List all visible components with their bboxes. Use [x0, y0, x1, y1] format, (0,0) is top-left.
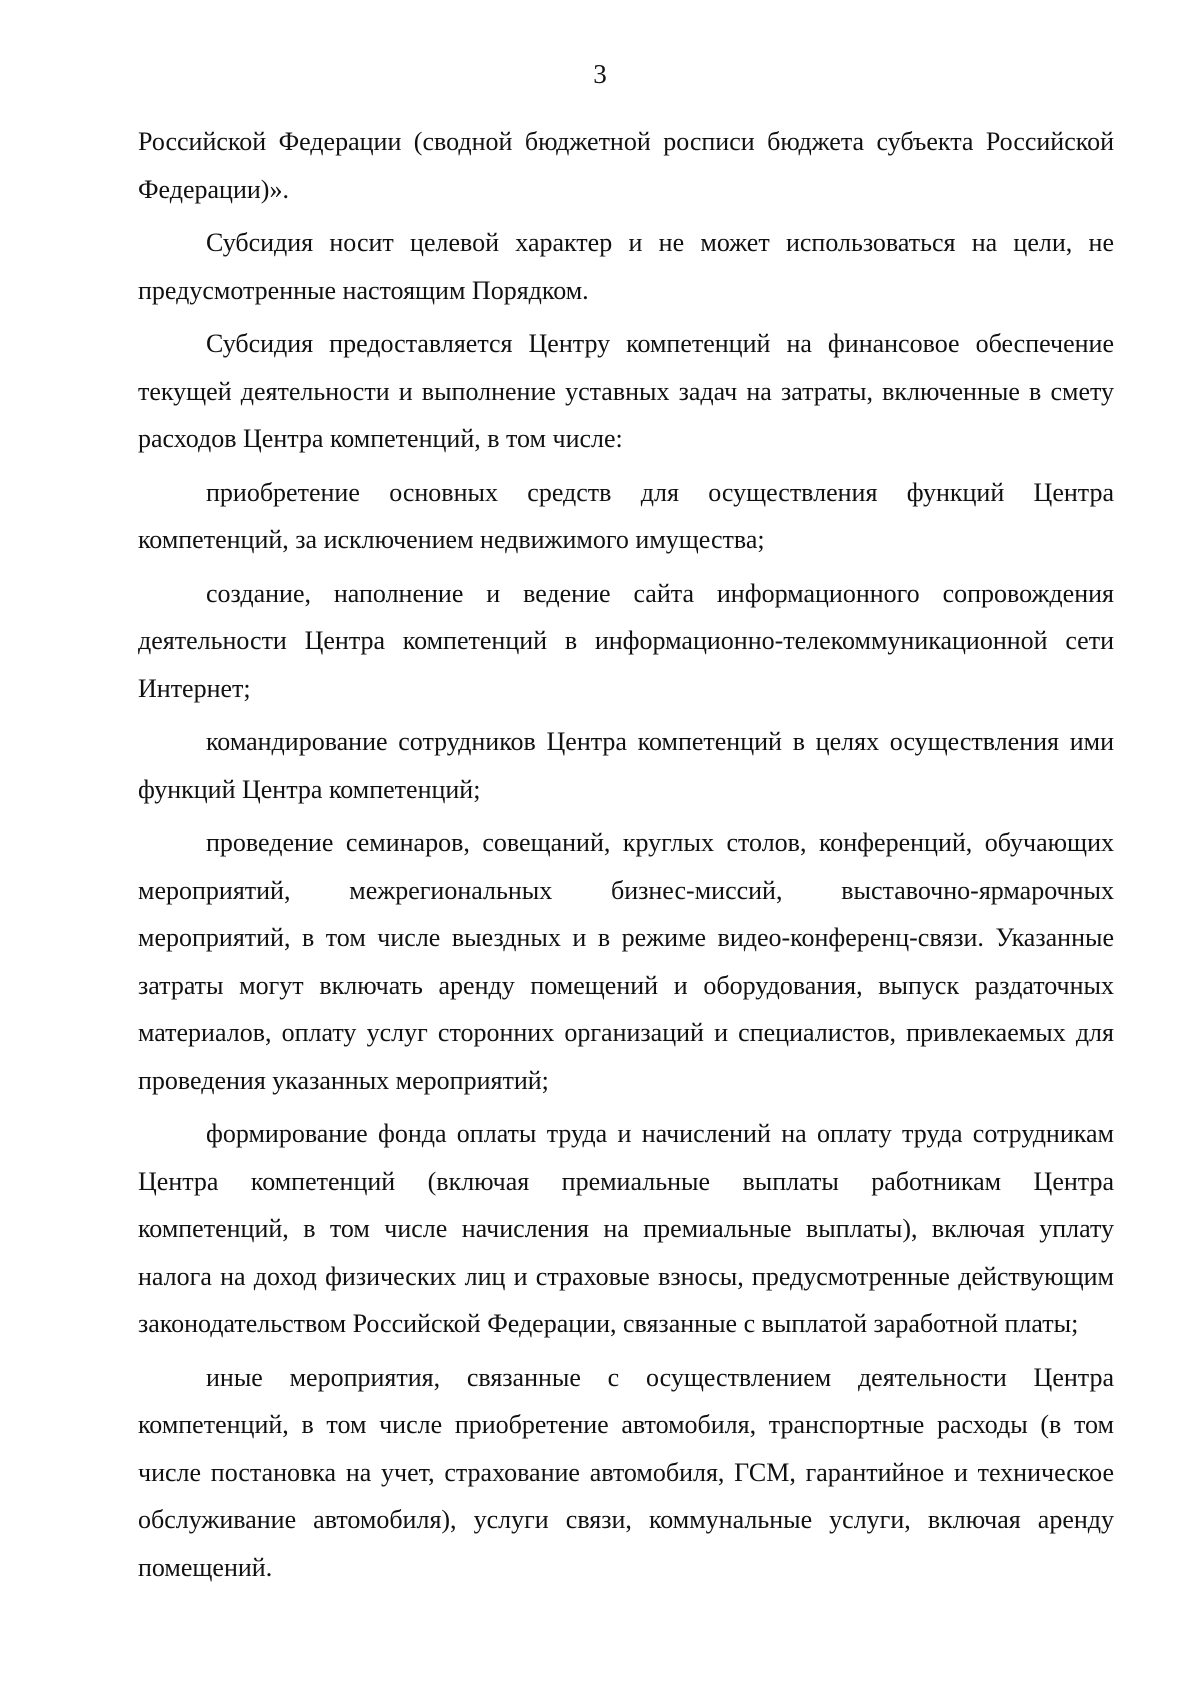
list-item-fixed-assets: приобретение основных средств для осуществления функций Центра компетенций, за исключением недвижимого имущества; [138, 477, 1114, 554]
list-item-business-trips: командирование сотрудников Центра компетенций в целях осуществления ими функций Центра компетенций; [138, 727, 1114, 804]
list-item-other-activities: иные мероприятия, связанные с осуществлением деятельности Центра компетенций, в том числе приобретение автомобиля, транспортные расходы (в том числе постановка на учет, страхование автомобиля, ГСМ, гарантийное и техническое обслуживание автомобиля), услуги связи, коммунальные услуги, включая аренду помещений. [138, 1362, 1114, 1582]
paragraph-subsidy-provision: Субсидия предоставляется Центру компетенций на финансовое обеспечение текущей деятельности и выполнение уставных задач на затраты, включенные в смету расходов Центра компетенций, в том числе: [138, 329, 1114, 453]
list-item-events: проведение семинаров, совещаний, круглых столов, конференций, обучающих мероприятий, межрегиональных бизнес-миссий, выставочно-ярмарочных мероприятий, в том числе выездных и в режиме видео-конференц-связи. Указанные затраты могут включать аренду помещений и оборудования, выпуск раздаточных материалов, оплату услуг сторонних организаций и специалистов, привлекаемых для проведения указанных мероприятий; [138, 828, 1114, 1095]
paragraph-subsidy-purpose: Субсидия носит целевой характер и не может использоваться на цели, не предусмотренные настоящим Порядком. [138, 228, 1114, 305]
list-item-website: создание, наполнение и ведение сайта информационного сопровождения деятельности Центра компетенций в информационно-телекоммуникационной сети Интернет; [138, 578, 1114, 703]
page-number: 3 [593, 59, 607, 89]
list-item-payroll: формирование фонда оплаты труда и начислений на оплату труда сотрудникам Центра компетенций (включая премиальные выплаты работникам Центра компетенций, в том числе начисления на премиальные выплаты), включая уплату налога на доход физических лиц и страховые взносы, предусмотренные действующим законодательством Российской Федерации, связанные с выплатой заработной платы; [138, 1119, 1114, 1338]
document-body [138, 118, 1114, 1597]
paragraph-budget-schedule: Российской Федерации (сводной бюджетной росписи бюджета субъекта Российской Федерации)». [138, 127, 1114, 204]
